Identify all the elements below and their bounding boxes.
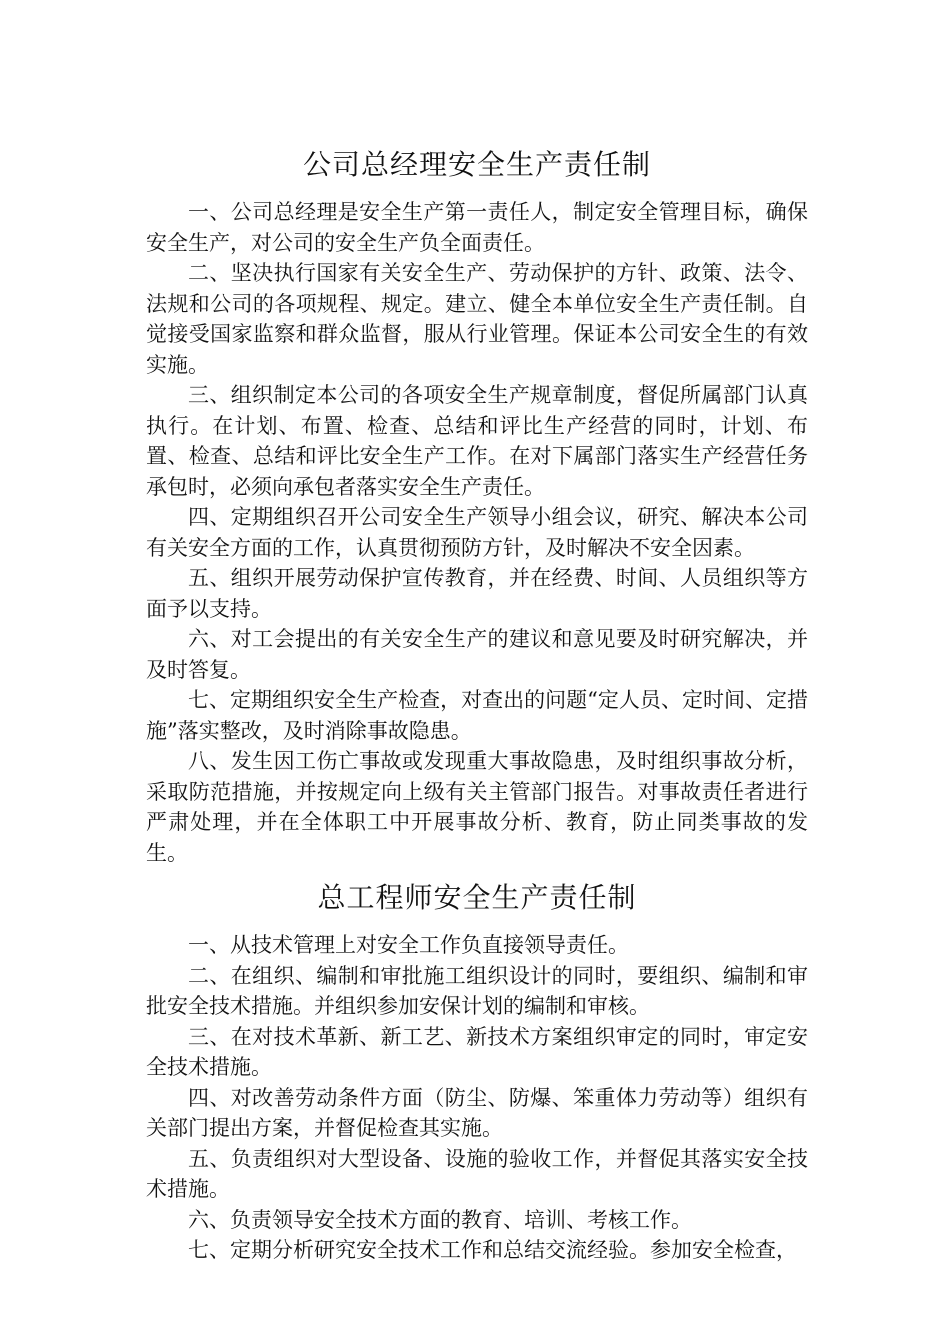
clause-1: 一、从技术管理上对安全工作负直接领导责任。 — [188, 933, 629, 957]
section-body-general-manager — [146, 197, 808, 868]
clause-6: 六、负责领导安全技术方面的教育、培训、考核工作。 — [188, 1207, 692, 1232]
section-body-chief-engineer — [146, 930, 808, 1266]
clause-5: 五、组织开展劳动保护宣传教育，并在经费、时间、人员组织等方面予以支持。 — [146, 566, 808, 621]
section-title-general-manager: 公司总经理安全生产责任制 — [302, 148, 651, 181]
clause-8: 八、发生因工伤亡事故或发现重大事故隐患，及时组织事故分析，采取防范措施，并按规定向上级有关主管部门报告。对事故责任者进行严肃处理，并在全体职工中开展事故分析、教育，防止同类事故的发生。 — [146, 749, 808, 865]
section-title-chief-engineer: 总工程师安全生产责任制 — [317, 881, 637, 914]
clause-2: 二、坚决执行国家有关安全生产、劳动保护的方针、政策、法令、法规和公司的各项规程、规定。建立、健全本单位安全生产责任制。自觉接受国家监察和群众监督，服从行业管理。保证本公司安全生的有效实施。 — [146, 261, 808, 377]
clause-5: 五、负责组织对大型设备、设施的验收工作，并督促其落实安全技术措施。 — [146, 1146, 808, 1201]
clause-2: 二、在组织、编制和审批施工组织设计的同时，要组织、编制和审批安全技术措施。并组织参加安保计划的编制和审核。 — [146, 963, 808, 1018]
document-page — [146, 0, 808, 1266]
clause-7: 七、定期分析研究安全技术工作和总结交流经验。参加安全检查， — [188, 1238, 797, 1262]
clause-1: 一、公司总经理是安全生产第一责任人，制定安全管理目标，确保安全生产，对公司的安全生产负全面责任。 — [146, 200, 808, 255]
clause-7: 七、定期组织安全生产检查，对查出的问题“定人员、定时间、定措施”落实整改，及时消除事故隐患。 — [146, 688, 808, 743]
clause-3: 三、组织制定本公司的各项安全生产规章制度，督促所属部门认真执行。在计划、布置、检查、总结和评比生产经营的同时，计划、布置、检查、总结和评比安全生产工作。在对下属部门落实生产经营任务承包时，必须向承包者落实安全生产责任。 — [146, 383, 808, 499]
clause-3: 三、在对技术革新、新工艺、新技术方案组织审定的同时，审定安全技术措施。 — [146, 1024, 808, 1079]
clause-6: 六、对工会提出的有关安全生产的建议和意见要及时研究解决，并及时答复。 — [146, 627, 808, 682]
clause-4: 四、定期组织召开公司安全生产领导小组会议，研究、解决本公司有关安全方面的工作，认真贯彻预防方针，及时解决不安全因素。 — [146, 505, 808, 560]
clause-4: 四、对改善劳动条件方面（防尘、防爆、笨重体力劳动等）组织有关部门提出方案，并督促检查其实施。 — [146, 1085, 808, 1140]
